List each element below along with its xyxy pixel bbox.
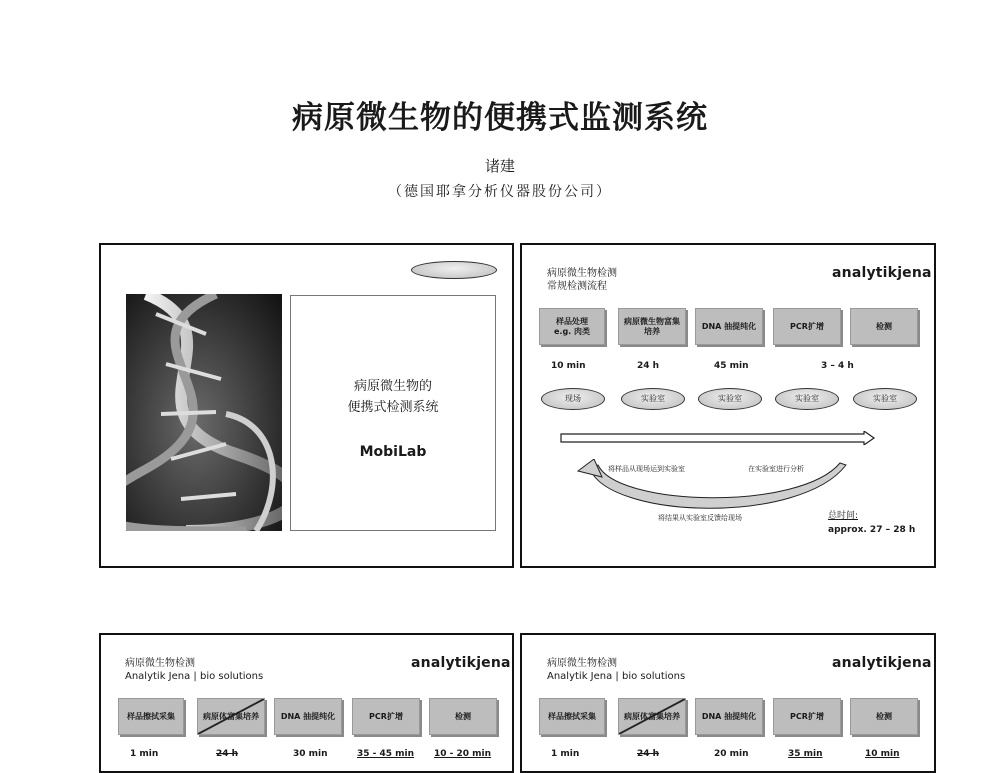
- slide-mobilab-workflow-a: [99, 633, 514, 773]
- slide-conventional-workflow: [520, 243, 936, 568]
- author-name: 诸建: [484, 157, 515, 175]
- slide1-title-line1: 病原微生物的: [353, 379, 432, 394]
- note-transport: 将样品从现场运到实验室: [608, 465, 685, 473]
- step-time: 30 min: [293, 749, 328, 759]
- step-sample-swab: 样品擦拭采集: [118, 698, 184, 735]
- step-time: 20 min: [714, 749, 749, 759]
- step-sample-prep: 样品处理 e.g. 肉类: [539, 308, 605, 345]
- step-time: 35 - 45 min: [357, 749, 415, 759]
- forward-arrow: [560, 431, 876, 445]
- total-time-label: 总时间:: [828, 511, 859, 521]
- step-dna-extraction: DNA 抽提纯化: [274, 698, 342, 735]
- dna-helix-image: [126, 294, 282, 531]
- slide2-subtitle: 常规检测流程: [547, 281, 607, 292]
- step-pcr: PCR扩增: [773, 308, 841, 345]
- slide4-title: 病原微生物检测: [547, 658, 617, 669]
- location-oval: 实验室: [698, 388, 762, 410]
- decorative-oval: [411, 261, 497, 279]
- brand-logo: analytikjena: [832, 265, 932, 281]
- note-analysis: 在实验室进行分析: [748, 465, 804, 473]
- title-card: [290, 295, 496, 531]
- step-time: 1 min: [551, 749, 580, 759]
- step-time: 10 min: [865, 749, 900, 759]
- step-detection: 检测: [429, 698, 497, 735]
- slide3-title: 病原微生物检测: [125, 658, 195, 669]
- location-oval: 实验室: [775, 388, 839, 410]
- slide2-title: 病原微生物检测: [547, 268, 617, 279]
- step-time-crossed: 24 h: [216, 749, 239, 759]
- step-sample-swab: 样品擦拭采集: [539, 698, 605, 735]
- step-dna-extraction: DNA 抽提纯化: [695, 698, 763, 735]
- step-time: 35 min: [788, 749, 823, 759]
- step-time: 3 – 4 h: [821, 361, 854, 371]
- slide-mobilab-workflow-b: [520, 633, 936, 773]
- step-time: 10 - 20 min: [434, 749, 492, 759]
- product-name: MobiLab: [359, 444, 427, 460]
- step-enrichment: 病原微生物富集 培养: [618, 308, 686, 345]
- step-time: 45 min: [714, 361, 749, 371]
- total-time-value: approx. 27 – 28 h: [828, 525, 916, 535]
- paper-title: 病原微生物的便携式监测系统: [292, 100, 708, 136]
- step-enrichment-crossed: 病原体富集培养: [618, 698, 686, 735]
- step-time: 24 h: [637, 361, 660, 371]
- step-pcr: PCR扩增: [352, 698, 420, 735]
- step-pcr: PCR扩增: [773, 698, 841, 735]
- step-detection: 检测: [850, 308, 918, 345]
- slide1-title-line2: 便携式检测系统: [347, 400, 439, 415]
- author-affiliation: （德国耶拿分析仪器股份公司）: [388, 184, 612, 200]
- step-detection: 检测: [850, 698, 918, 735]
- step-dna-extraction: DNA 抽提纯化: [695, 308, 763, 345]
- slide-title: [99, 243, 514, 568]
- step-time: 1 min: [130, 749, 159, 759]
- location-oval: 实验室: [621, 388, 685, 410]
- brand-logo: analytikjena: [411, 655, 511, 671]
- step-time-crossed: 24 h: [637, 749, 660, 759]
- slide4-subtitle: Analytik Jena | bio solutions: [547, 671, 686, 682]
- step-enrichment-crossed: 病原体富集培养: [197, 698, 265, 735]
- slide3-subtitle: Analytik Jena | bio solutions: [125, 671, 264, 682]
- brand-logo: analytikjena: [832, 655, 932, 671]
- step-time: 10 min: [551, 361, 586, 371]
- note-feedback: 将结果从实验室反馈给现场: [658, 514, 742, 522]
- location-oval: 实验室: [853, 388, 917, 410]
- location-oval: 现场: [541, 388, 605, 410]
